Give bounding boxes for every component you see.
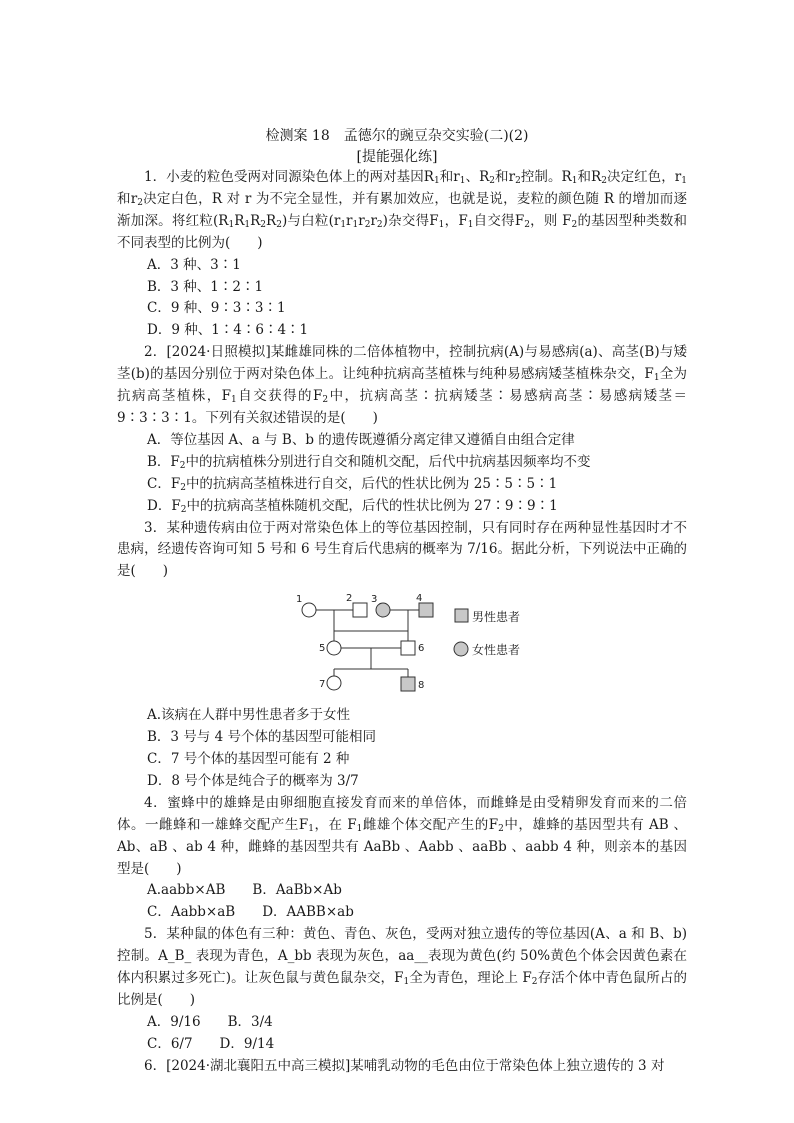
- question-2-stem: 2．[2024·日照模拟]某雌雄同株的二倍体植物中，控制抗病(A)与易感病(a)、高茎(B)与矮茎(b)的基因分别位于两对染色体上。让纯种抗病高茎植株与纯种易感病矮茎植株杂交，$F_1$全为抗病高茎植株，$F_1$自交获得的$F_2$中，抗病高茎∶抗病矮茎∶易感病高茎∶易感病矮茎＝9∶3∶3∶1。下列有关叙述错误的是( ): [117, 344, 688, 426]
- question-1-option-a: A．3 种、3∶1: [147, 256, 241, 273]
- individual-8-affected-male: [401, 677, 415, 691]
- question-list: [117, 167, 687, 1078]
- question-4-options-cd: C．Aabb×aB D．AABB×ab: [147, 904, 354, 921]
- question-5-options-ab: A．9/16 B．3/4: [147, 1013, 273, 1030]
- individual-4-affected-male: [419, 603, 433, 617]
- question-2-option-c: C．$F_2$中的抗病高茎植株进行自交，后代的性状比例为 25∶5∶5∶1: [147, 475, 558, 493]
- label-4: 4: [416, 593, 423, 605]
- individual-7-female: [327, 676, 341, 690]
- legend-male-affected-icon: [455, 609, 468, 622]
- question-3-option-d: D．8 号个体是纯合子的概率为 3/7: [147, 772, 359, 789]
- pedigree-figure: [117, 587, 687, 701]
- label-8: 8: [418, 680, 425, 692]
- question-2-option-d: D．$F_2$中的抗病高茎植株随机交配，后代的性状比例为 27∶9∶9∶1: [147, 497, 558, 515]
- question-3-option-c: C．7 号个体的基因型可能有 2 种: [147, 751, 350, 768]
- label-6: 6: [418, 643, 425, 655]
- question-1-option-c: C．9 种、9∶3∶3∶1: [147, 300, 286, 317]
- label-5: 5: [319, 643, 326, 655]
- individual-3-affected-female: [376, 603, 390, 617]
- label-3: 3: [371, 594, 378, 606]
- legend-male-affected-label: 男性患者: [472, 610, 521, 625]
- question-5-options-cd: C．6/7 D．9/14: [147, 1035, 275, 1052]
- individual-5-female: [327, 641, 341, 655]
- label-7: 7: [319, 679, 326, 691]
- individual-1-female: [302, 603, 316, 617]
- question-6-stem: 6．[2024·湖北襄阳五中高三模拟]某哺乳动物的毛色由位于常染色体上独立遗传的 3 对: [144, 1057, 665, 1074]
- question-5-stem: 5．某种鼠的体色有三种：黄色、青色、灰色，受两对独立遗传的等位基因(A、a 和 B、b)控制。A_B_ 表现为青色，A_bb 表现为灰色，aa__表现为黄色(约 50%黄色个体会因黄色素在体内积累过多死亡)。让灰色鼠与黄色鼠杂交，$F_1$全为青色，理论上 $F_2$存活个体中青色鼠所占的比例是( ): [117, 926, 687, 1008]
- question-3-stem: 3．某种遗传病由位于两对常染色体上的等位基因控制，只有同时存在两种显性基因时才不患病，经遗传咨询可知 5 号和 6 号生育后代患病的概率为 7/16。据此分析，下列说法中正确的是( ): [117, 519, 687, 580]
- question-2-option-a: A．等位基因 A、a 与 B、b 的遗传既遵循分离定律又遵循自由组合定律: [147, 431, 575, 448]
- pedigree-chart: [296, 589, 496, 701]
- label-2: 2: [346, 593, 353, 605]
- label-1: 1: [296, 594, 303, 606]
- individual-2-male: [353, 603, 367, 617]
- legend-female-affected-icon: [454, 642, 468, 656]
- question-4-options-ab: A.aabb×AB B．AaBb×Ab: [147, 882, 342, 899]
- question-3-option-a: A.该病在人群中男性患者多于女性: [147, 707, 351, 724]
- question-1-stem: 1．小麦的粒色受两对同源染色体上的两对基因$R_1$和$r_1$、$R_2$和$r_2$控制。$R_1$和$R_2$决定红色，$r_1$和$r_2$决定白色，R 对 r 为不完全显性，并有累加效应，也就是说，麦粒的颜色随 R 的增加而逐渐加深。将红粒$(R_1R_1R_2R_2)$与白粒$(r_1r_1r_2r_2)$杂交得$F_1$，$F_1$自交得$F_2$，则 $F_2$的基因型种类数和不同表型的比例为( ): [117, 169, 687, 251]
- individual-6-male: [401, 641, 415, 655]
- question-4-stem: 4．蜜蜂中的雄蜂是由卵细胞直接发育而来的单倍体，而雌蜂是由受精卵发育而来的二倍体。一雌蜂和一雄蜂交配产生$F_1$，在 $F_1$雌雄个体交配产生的$F_2$中，雄蜂的基因型共有 AB 、Ab、aB 、ab 4 种，雌蜂的基因型共有 AaBb 、Aabb 、aaBb 、aabb 4 种，则亲本的基因型是( ): [117, 794, 687, 877]
- question-1-option-b: B．3 种、1∶2∶1: [147, 278, 264, 295]
- page-title: 检测案 18 孟德尔的豌豆杂交实验(二)(2): [265, 128, 529, 144]
- legend-female-affected-label: 女性患者: [472, 643, 521, 658]
- question-1-option-d: D．9 种、1∶4∶6∶4∶1: [147, 322, 309, 339]
- page-subtitle: [提能强化练]: [356, 149, 438, 165]
- question-3-option-b: B．3 号与 4 号个体的基因型可能相同: [147, 729, 376, 746]
- question-2-option-b: B．$F_2$中的抗病植株分别进行自交和随机交配，后代中抗病基因频率均不变: [147, 453, 591, 471]
